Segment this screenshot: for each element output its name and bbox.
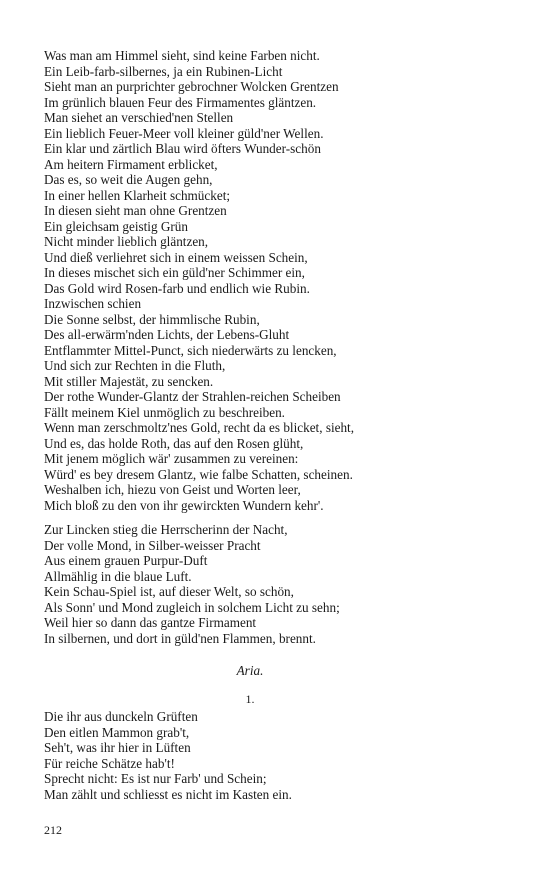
poem-line: Den eitlen Mammon grab't, (44, 724, 190, 740)
poem-line: Fällt meinem Kiel unmöglich zu beschreiben. (44, 404, 285, 420)
poem-line: Am heitern Firmament erblicket, (44, 156, 218, 172)
poem-line: Die Sonne selbst, der himmlische Rubin, (44, 311, 260, 327)
poem-line: Inzwischen schien (44, 296, 142, 311)
poem-line: In dieses mischet sich ein güld'ner Schimmer ein, (44, 265, 305, 280)
poem-line: Weil hier so dann das gantze Firmament (44, 615, 257, 630)
poem-line: Allmählig in die blaue Luft. (44, 568, 192, 584)
poem-stanza-2 (44, 522, 340, 646)
poem-line: Der rothe Wunder-Glantz der Strahlen-reichen Scheiben (44, 389, 341, 404)
poem-line: In silbernen, und dort in güld'nen Flammen, brennt. (44, 630, 316, 646)
aria-number: 1. (245, 692, 255, 706)
poem-line: Als Sonn' und Mond zugleich in solchem Licht zu sehn; (44, 599, 340, 615)
poem-line: Man siehet an verschied'nen Stellen (44, 110, 234, 125)
poem-line: Der volle Mond, in Silber-weisser Pracht (44, 537, 261, 553)
poem-line: Für reiche Schätze hab't! (44, 755, 175, 771)
poem-line: Nicht minder lieblich gläntzen, (44, 234, 209, 249)
poem-line: Seh't, was ihr hier in Lüften (44, 740, 191, 755)
poem-line: Das Gold wird Rosen-farb und endlich wie Rubin. (44, 280, 310, 296)
poem-line: Des all-erwärm'nden Lichts, der Lebens-Gluht (44, 327, 290, 342)
poem-line: Und sich zur Rechten in die Fluth, (44, 358, 226, 373)
poem-line: In diesen sieht man ohne Grentzen (44, 203, 227, 218)
poem-line: Ein lieblich Feuer-Meer voll kleiner güld'ner Wellen. (44, 125, 324, 141)
poem-line: Würd' es bey dresem Glantz, wie falbe Schatten, scheinen. (44, 466, 353, 482)
poem-line: Was man am Himmel sieht, sind keine Farben nicht. (44, 48, 320, 63)
poem-line: Und es, das holde Roth, das auf den Rosen glüht, (44, 435, 304, 451)
poem-line: Im grünlich blauen Feur des Firmamentes gläntzen. (44, 94, 317, 110)
poem-line: Man zählt und schliesst es nicht im Kasten ein. (44, 786, 292, 802)
poem-line: Kein Schau-Spiel ist, auf dieser Welt, so schön, (44, 584, 294, 599)
poem-line: Mich bloß zu den von ihr gewirckten Wundern kehr'. (44, 497, 324, 513)
poem-line: Weshalben ich, hiezu von Geist und Worten leer, (44, 482, 301, 497)
poem-line: Die ihr aus dunckeln Grüften (44, 709, 198, 724)
poem-stanza-1 (44, 48, 354, 513)
page-number: 212 (44, 823, 62, 837)
poem-line: Mit jenem möglich wär' zusammen zu vereinen: (44, 451, 299, 466)
poem-line: Aus einem grauen Purpur-Duft (44, 553, 208, 568)
aria-stanza (44, 709, 292, 802)
poem-line: Zur Lincken stieg die Herrscherinn der Nacht, (44, 522, 288, 537)
poem-line: In einer hellen Klarheit schmücket; (44, 187, 231, 203)
poem-line: Ein Leib-farb-silbernes, ja ein Rubinen-Licht (44, 63, 283, 79)
poem-line: Und dieß verliehret sich in einem weissen Schein, (44, 249, 308, 265)
aria-heading: Aria. (236, 663, 264, 678)
poem-line: Ein gleichsam geistig Grün (44, 218, 188, 234)
poem-line: Entflammter Mittel-Punct, sich niederwärts zu lencken, (44, 342, 337, 358)
poem-line: Das es, so weit die Augen gehn, (44, 172, 213, 187)
poem-line: Mit stiller Majestät, zu sencken. (44, 373, 214, 389)
poem-line: Wenn man zerschmoltz'nes Gold, recht da es blicket, sieht, (44, 420, 355, 435)
poem-line: Sprecht nicht: Es ist nur Farb' und Schein; (44, 771, 267, 786)
poem-line: Ein klar und zärtlich Blau wird öfters Wunder-schön (44, 141, 321, 156)
poem-line: Sieht man an purprichter gebrochner Wolcken Grentzen (44, 79, 339, 94)
